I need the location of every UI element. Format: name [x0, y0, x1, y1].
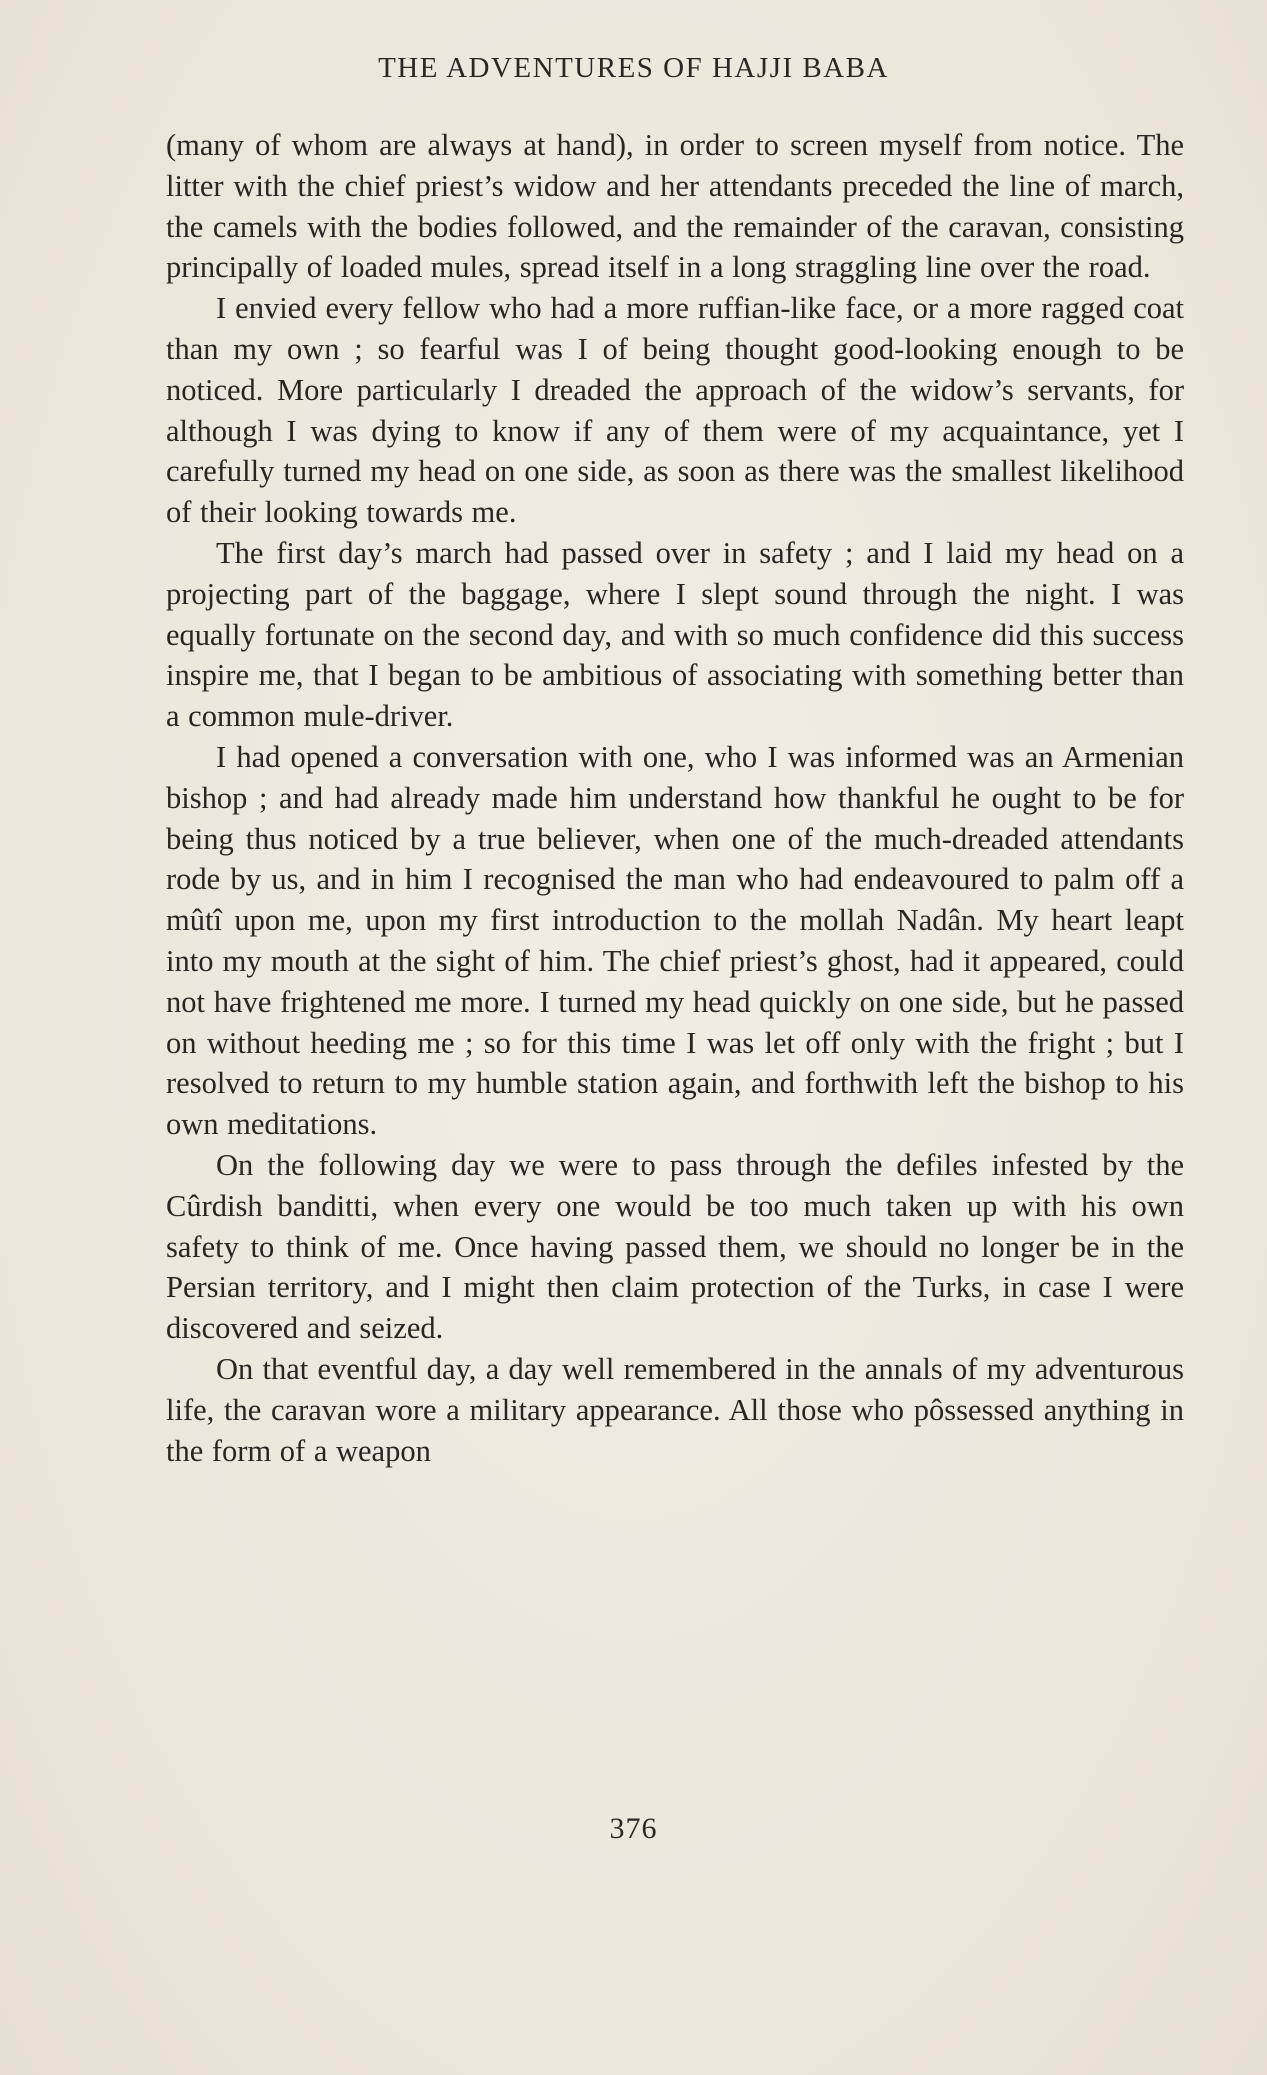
body-text [166, 125, 1184, 1471]
paragraph-2: I envied every fellow who had a more ruffian-like face, or a more ragged coat than my own ; so fearful was I of being thought good-looking enough to be noticed. More particularly I dreaded the approach of the widow’s servants, for although I was dying to know if any of them were of my acquaintance, yet I carefully turned my head on one side, as soon as there was the smallest likelihood of their looking towards me. [166, 291, 1184, 530]
paragraph-5: On the following day we were to pass through the defiles infested by the Cûrdish banditti, when every one would be too much taken up with his own safety to think of me. Once having passed them, we should no longer be in the Persian territory, and I might then claim protection of the Turks, in case I were discovered and seized. [166, 1147, 1184, 1346]
running-head: THE ADVENTURES OF HAJJI BABA [378, 52, 889, 84]
paragraph-3: The first day’s march had passed over in safety ; and I laid my head on a projecting part of the baggage, where I slept sound through the night. I was equally fortunate on the second day, and with so much confidence did this success inspire me, that I began to be ambitious of associating with something better than a common mule-driver. [166, 535, 1184, 734]
paragraph-6: On that eventful day, a day well remembered in the annals of my adventurous life, the caravan wore a military appearance. All those who pôssessed anything in the form of a weapon [166, 1351, 1184, 1468]
page-number: 376 [609, 1812, 658, 1845]
paragraph-4: I had opened a conversation with one, who I was informed was an Armenian bishop ; and had already made him understand how thankful he ought to be for being thus noticed by a true believer, when one of the much-dreaded attendants rode by us, and in him I recognised the man who had endeavoured to palm off a mûtî upon me, upon my first introduction to the mollah Nadân. My heart leapt into my mouth at the sight of him. The chief priest’s ghost, had it appeared, could not have frightened me more. I turned my head quickly on one side, but he passed on without heeding me ; so for this time I was let off only with the fright ; but I resolved to return to my humble station again, and forthwith left the bishop to his own meditations. [166, 739, 1184, 1142]
paragraph-1: (many of whom are always at hand), in order to screen myself from notice. The litter with the chief priest’s widow and her attendants preceded the line of march, the camels with the bodies followed, and the remainder of the caravan, consisting principally of loaded mules, spread itself in a long straggling line over the road. [166, 128, 1184, 285]
